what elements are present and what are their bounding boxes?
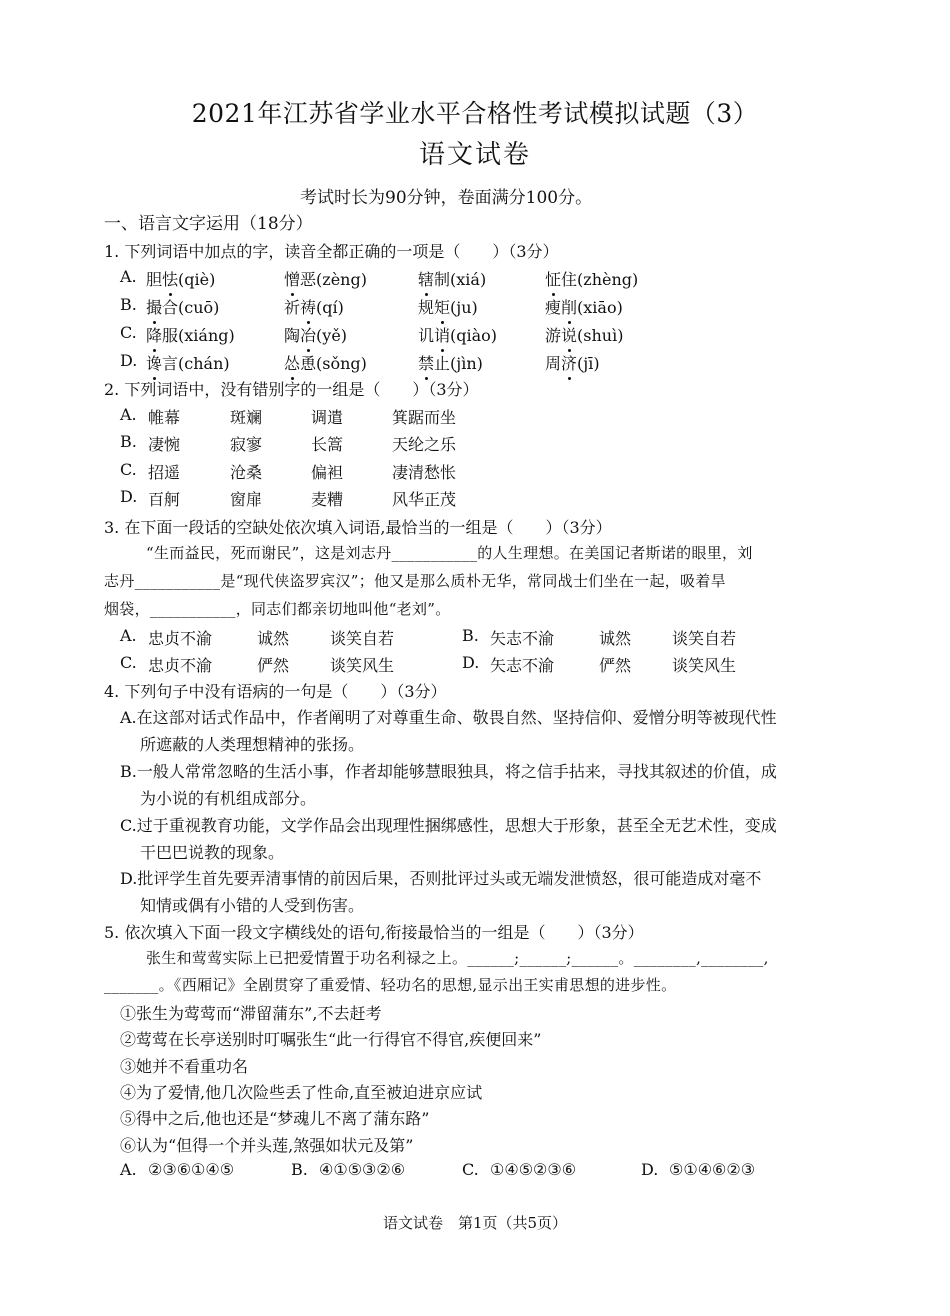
q5-option-letter: C. — [462, 1160, 479, 1179]
q2-word: 斑斓 — [230, 408, 263, 427]
q1-word-prefix: 祈 — [284, 298, 301, 317]
q1-dotted-char-text: 矩 — [434, 298, 451, 317]
q1-word — [418, 295, 478, 318]
q5-option-letter: A. — [120, 1160, 137, 1179]
q3-option-letter: C. — [120, 653, 137, 672]
q1-word — [146, 295, 219, 318]
q1-dotted-char-text: 辖 — [418, 270, 435, 289]
q3-stem: 3. 在下面一段话的空缺处依次填入词语,最恰当的一组是（ ）（3分） — [104, 518, 612, 537]
q2-word: 帷幕 — [148, 408, 181, 427]
q1-word — [545, 295, 623, 318]
q5-paragraph-line: 张生和莺莺实际上已把爱情置于功名利禄之上。______;______;______。________,________, — [146, 949, 769, 967]
q4-option-line: 知情或偶有小错的人受到伤害。 — [140, 896, 365, 915]
q1-option-letter: D. — [120, 351, 138, 370]
q5-option-text: ④①⑤③②⑥ — [319, 1160, 406, 1179]
q1-word-prefix: 规 — [418, 298, 435, 317]
q1-dotted-char-text: 撮 — [146, 298, 163, 317]
q5-option-text: ①④⑤②③⑥ — [490, 1160, 577, 1179]
q3-option-word: 矢志不渝 — [490, 656, 555, 675]
q1-word — [284, 351, 367, 374]
q5-item: ④为了爱情,他几次险些丢了性命,直至被迫进京应试 — [120, 1083, 483, 1102]
q1-word-suffix: 止(jìn) — [434, 354, 483, 373]
exam-meta: 考试时长为90分钟，卷面满分100分。 — [300, 188, 593, 208]
q2-stem: 2. 下列词语中，没有错别字的一组是（ ）（3分） — [104, 380, 479, 399]
q1-word-suffix: 言(chán) — [162, 354, 230, 373]
q1-word-prefix: 周 — [545, 354, 562, 373]
q1-word — [418, 323, 497, 346]
q5-item: ②莺莺在长亭送别时叮嘱张生“此一行得官不得官,疾便回来” — [120, 1030, 542, 1049]
q3-option-word: 谈笑风生 — [330, 656, 395, 675]
q3-paragraph-line: 志丹___________是“现代侠盗罗宾汉”；他又是那么质朴无华，常同战士们坐在一起，吸着旱 — [104, 572, 726, 590]
q2-word: 寂寥 — [230, 435, 263, 454]
q1-word-suffix: (qiè) — [178, 270, 216, 289]
q1-dotted-char-text: 憎 — [284, 270, 301, 289]
q1-dotted-char-text: 削 — [561, 298, 578, 317]
q5-item: ⑤得中之后,他也还是“梦魂儿不离了蒲东路” — [120, 1109, 430, 1128]
q3-paragraph-line: 烟袋，___________，同志们都亲切地叫他“老刘”。 — [104, 600, 451, 618]
q4-option-line: A.在这部对话式作品中，作者阐明了对尊重生命、敬畏自然、坚持信仰、爱憎分明等被现代性 — [120, 708, 777, 727]
q3-option-word: 谈笑风生 — [672, 656, 737, 675]
q1-dotted-char — [284, 270, 300, 289]
q1-dotted-char — [561, 354, 577, 373]
q1-dotted-char-text: 降 — [146, 326, 163, 345]
page-footer: 语文试卷 第1页（共5页） — [382, 1214, 568, 1232]
q5-stem: 5. 依次填入下面一段文字横线处的语句,衔接最恰当的一组是（ ）（3分） — [104, 923, 644, 942]
section-heading: 一、语言文字运用（18分） — [104, 214, 313, 234]
q1-word — [418, 267, 486, 290]
q1-dotted-char — [545, 270, 561, 289]
q1-word — [284, 295, 344, 318]
q1-word-prefix: 讥 — [418, 326, 435, 345]
q1-word — [284, 267, 367, 290]
q1-dotted-char — [434, 326, 450, 345]
q3-option-word: 谈笑自若 — [330, 629, 395, 648]
q2-word: 麦糟 — [311, 490, 344, 509]
q1-dotted-char — [561, 326, 577, 345]
q1-word-suffix: (qí) — [316, 298, 344, 317]
q1-word-prefix: 瘦 — [545, 298, 562, 317]
q2-word: 百舸 — [148, 490, 181, 509]
q1-word — [146, 267, 215, 290]
q5-paragraph-line: _______。《西厢记》全剧贯穿了重爱情、轻功名的思想,显示出王实甫思想的进步性。 — [104, 976, 677, 994]
q1-dotted-char-text: 诮 — [434, 326, 451, 345]
q5-item: ③她并不看重功名 — [120, 1057, 249, 1076]
q3-paragraph-line: “生而益民，死而谢民”，这是刘志丹___________的人生理想。在美国记者斯诺的眼里，刘 — [146, 544, 753, 562]
q2-word: 风华正茂 — [392, 490, 457, 509]
q3-option-letter: B. — [462, 626, 479, 645]
q5-option-text: ②③⑥①④⑤ — [148, 1160, 235, 1179]
q2-word: 凄惋 — [148, 435, 181, 454]
q2-option-letter: A. — [120, 405, 137, 424]
q1-dotted-char — [284, 354, 300, 373]
q1-stem: 1. 下列词语中加点的字，读音全都正确的一项是（ ）（3分） — [104, 242, 559, 261]
q5-item: ①张生为莺莺而“滞留蒲东”,不去赶考 — [120, 1004, 382, 1023]
q1-dotted-char — [300, 326, 316, 345]
q1-dotted-char-text: 冶 — [300, 326, 317, 345]
q1-word — [284, 323, 347, 346]
q2-word: 凄清愁怅 — [392, 463, 457, 482]
q1-dotted-char — [146, 354, 162, 373]
q1-word — [146, 351, 230, 374]
q1-word-suffix: (jī) — [577, 354, 600, 373]
q1-dotted-char-text: 怔 — [545, 270, 562, 289]
q1-dotted-char-text: 谗 — [146, 354, 163, 373]
q1-dotted-char-text: 祷 — [300, 298, 317, 317]
q1-word-suffix: (qiào) — [450, 326, 498, 345]
q3-option-word: 诚然 — [257, 629, 290, 648]
q1-dotted-char — [434, 298, 450, 317]
q2-option-letter: B. — [120, 432, 137, 451]
q3-option-word: 俨然 — [257, 656, 290, 675]
q2-word: 调遣 — [311, 408, 344, 427]
q1-word-suffix: 合(cuō) — [162, 298, 220, 317]
q1-dotted-char-text: 怂 — [284, 354, 301, 373]
q1-dotted-char — [146, 326, 162, 345]
q1-word-suffix: 住(zhèng) — [561, 270, 639, 289]
q1-dotted-char — [418, 354, 434, 373]
exam-subtitle: 语文试卷 — [418, 140, 531, 170]
q1-dotted-char-text: 怯 — [162, 270, 179, 289]
q1-dotted-char-text: 说 — [561, 326, 578, 345]
q1-word-suffix: (xiāo) — [577, 298, 623, 317]
q1-word-suffix: 制(xiá) — [434, 270, 487, 289]
q1-word-suffix: 恿(sǒng) — [300, 354, 367, 373]
q1-word-prefix: 陶 — [284, 326, 301, 345]
q4-option-line: B.一般人常常忽略的生活小事，作者却能够慧眼独具，将之信手拈来，寻找其叙述的价值，成 — [120, 762, 777, 781]
q3-option-word: 矢志不渝 — [490, 629, 555, 648]
q1-word-suffix: 恶(zèng) — [300, 270, 367, 289]
q1-word-prefix: 游 — [545, 326, 562, 345]
q3-option-word: 谈笑自若 — [672, 629, 737, 648]
q5-option-text: ⑤①④⑥②③ — [669, 1160, 756, 1179]
q4-option-line: C.过于重视教育功能，文学作品会出现理性捆绑感性，思想大于形象，甚至全无艺术性，变成 — [120, 816, 777, 835]
q3-option-letter: A. — [120, 626, 137, 645]
q3-option-word: 诚然 — [599, 629, 632, 648]
q5-option-letter: D. — [641, 1160, 659, 1179]
q2-word: 偏袒 — [311, 463, 344, 482]
q2-word: 沧桑 — [230, 463, 263, 482]
q1-word — [545, 267, 638, 290]
q4-option-line: D.批评学生首先要弄清事情的前因后果，否则批评过头或无端发泄愤怒，很可能造成对毫不 — [120, 869, 762, 888]
q1-word-prefix: 胆 — [146, 270, 163, 289]
q4-option-line: 所遮蔽的人类理想精神的张扬。 — [140, 735, 365, 754]
q2-word: 长篙 — [311, 435, 344, 454]
q4-option-line: 干巴巴说教的现象。 — [140, 843, 285, 862]
q1-word-suffix: (shuì) — [577, 326, 624, 345]
q1-dotted-char-text: 禁 — [418, 354, 435, 373]
q1-dotted-char — [418, 270, 434, 289]
q3-option-letter: D. — [462, 653, 480, 672]
q1-option-letter: C. — [120, 323, 137, 342]
q2-word: 招遥 — [148, 463, 181, 482]
q3-option-word: 忠贞不渝 — [148, 629, 213, 648]
emphasis-dot — [568, 377, 571, 380]
q1-word — [545, 323, 623, 346]
q1-dotted-char-text: 济 — [561, 354, 578, 373]
q1-dotted-char — [146, 298, 162, 317]
exam-title: 2021年江苏省学业水平合格性考试模拟试题（3） — [191, 99, 759, 128]
q1-word — [545, 351, 600, 374]
q1-dotted-char — [300, 298, 316, 317]
q5-option-letter: B. — [291, 1160, 308, 1179]
q2-option-letter: D. — [120, 487, 138, 506]
q3-option-word: 俨然 — [599, 656, 632, 675]
q2-word: 窗扉 — [230, 490, 263, 509]
q2-word: 天纶之乐 — [392, 435, 457, 454]
q1-word-suffix: 服(xiáng) — [162, 326, 235, 345]
q4-option-line: 为小说的有机组成部分。 — [140, 789, 317, 808]
q2-word: 箕踞而坐 — [392, 408, 457, 427]
q4-stem: 4. 下列句子中没有语病的一句是（ ）（3分） — [104, 682, 447, 701]
q1-word — [418, 351, 483, 374]
q2-option-letter: C. — [120, 460, 137, 479]
q1-option-letter: A. — [120, 267, 137, 286]
q1-dotted-char — [162, 270, 178, 289]
q3-option-word: 忠贞不渝 — [148, 656, 213, 675]
q1-word-suffix: (ju) — [450, 298, 478, 317]
q1-word — [146, 323, 235, 346]
q1-dotted-char — [561, 298, 577, 317]
q5-item: ⑥认为“但得一个并头莲,煞强如状元及第” — [120, 1136, 414, 1155]
q1-option-letter: B. — [120, 295, 137, 314]
q1-word-suffix: (yě) — [316, 326, 348, 345]
